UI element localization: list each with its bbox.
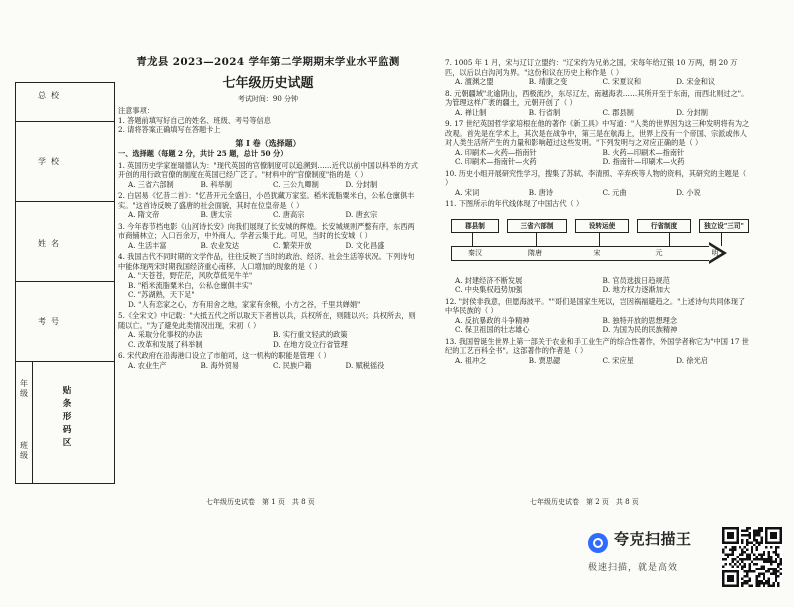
question-stem: 13. 我国曾诞生世界上第一部关于农业和手工业生产的综合性著作，外国学者称它为"中国 17 世纪的工艺百科全书"。这部著作的作者是（ ） — [445, 336, 749, 355]
question — [445, 199, 750, 273]
question-stem: 8. 元朝疆域"北逾阴山，西极流沙，东尽辽左，南越海表……其所开至于东南，而西北则过之"。为管理这样广袤的疆土，元朝开创了（ ） — [445, 88, 749, 107]
answer-option: A. 宋词 — [455, 187, 480, 197]
exam-title: 青龙县 2023—2024 学年第二学期期末学业水平监测 — [136, 56, 400, 68]
answer-options — [455, 316, 750, 335]
answer-option: D. 文化昌盛 — [345, 240, 385, 250]
answer-options — [455, 276, 750, 295]
answer-option: B. 农业发达 — [200, 240, 240, 250]
question-stem: 6. 宋代政府在沿海港口设立了市舶司，这一机构的职能是管理（ ） — [118, 351, 331, 361]
question-stem: 5.《全宋文》中记载："大抵五代之所以取天下者皆以兵，兵权所在，则随以兴；兵权所去，则随以亡。"为了避免此类情况出现，宋初（ ） — [118, 311, 416, 330]
strip-label-school: 学校 — [38, 157, 64, 166]
answer-options — [118, 271, 418, 309]
answer-option: D. 小说 — [676, 187, 701, 197]
answer-option: D. 地方权力逐渐加大 — [602, 285, 671, 294]
answer-options — [128, 210, 418, 220]
answer-option: D. 徐光启 — [676, 355, 708, 365]
answer-option: A. 禅让制 — [455, 107, 487, 117]
answer-option: C. 民族户籍 — [273, 360, 312, 370]
question — [118, 311, 418, 349]
answer-option: D. 唐玄宗 — [345, 210, 378, 220]
question-stem: 2. 白居易《忆昔二首》："忆昔开元全盛日，小邑犹藏万家室。稻米流脂粟米白，公私仓廪俱丰实。"这首诗反映了盛唐的社会面貌，其时在位皇帝是（ ） — [118, 191, 415, 210]
answer-option: B. 独特开放的思想理念 — [602, 315, 678, 325]
volume-heading: 第 I 卷（选择题） — [235, 137, 301, 148]
question — [118, 351, 418, 370]
question — [445, 58, 750, 87]
timeline-connector — [472, 232, 473, 246]
question-stem: 10. 历史小组开展研究性学习，搜集了苏轼、李清照、辛弃疾等人物的资料，其研究的主题是（ ） — [445, 168, 747, 187]
left-column — [118, 56, 418, 370]
answer-option: B. 靖康之变 — [528, 77, 568, 86]
timeline-system-box: 三省六部制 — [507, 219, 567, 233]
scanner-tagline: 极速扫描，就是高效 — [588, 563, 679, 573]
timeline-diagram — [451, 215, 744, 273]
answer-options — [455, 356, 750, 366]
answer-options — [455, 108, 750, 118]
timeline-system-box: 设转运使 — [575, 219, 629, 233]
question — [445, 119, 750, 167]
note-item: 2. 请将答案正确填写在答题卡上 — [118, 125, 221, 135]
question-stem: 1. 英国历史学家崔瑞德认为："现代英国的官僚制度可以追溯到……近代以前中国以科举的方式开创的用行政官僚的制度在英国已经广泛了。"材料中的"官僚制度"指的是（ ） — [118, 160, 418, 180]
answer-option: A. "天苍苍，野茫茫，风吹草低见牛羊" — [128, 271, 253, 281]
answer-option: D. 赋税徭役 — [345, 360, 385, 370]
strip-label-name: 姓名 — [38, 239, 64, 248]
note-item: 1. 答题前填写好自己的姓名、班级、考号等信息 — [118, 115, 271, 125]
answer-option: D. 分封制 — [345, 179, 378, 189]
timeline-system-box: 行省制度 — [637, 219, 691, 233]
answer-option: A. 三省六部制 — [128, 179, 174, 189]
answer-option: C. 保卫祖国的壮志雄心 — [455, 325, 530, 334]
timeline-connector — [536, 232, 537, 246]
answer-option: D. 在地方设立行省管理 — [273, 339, 348, 349]
answer-option: C. 印刷术—指南针—火药 — [455, 157, 537, 166]
answer-option: A. 澶渊之盟 — [455, 77, 494, 86]
answer-options — [128, 330, 418, 349]
right-column — [445, 56, 750, 365]
question — [118, 252, 418, 309]
barcode-label: 贴条形码区 — [62, 386, 72, 448]
answer-option: A. 印刷术—火药—指南针 — [455, 147, 537, 157]
qr-code-icon — [722, 527, 782, 587]
answer-option: D. 指南针—印刷术—火药 — [602, 157, 685, 166]
question — [118, 222, 418, 251]
answer-option: A. 封建经济不断发展 — [455, 275, 523, 285]
answer-option: B. 实行重文轻武的政策 — [273, 330, 348, 340]
answer-options — [455, 188, 750, 198]
timeline-era-label: 明 — [711, 248, 719, 257]
answer-option: B. 贾思勰 — [528, 355, 561, 365]
answer-option: D. 为国为民的民族精神 — [602, 325, 678, 334]
answer-options — [128, 361, 418, 371]
question-stem: 3. 今年春节档电影《山河诗长安》向我们展现了长安城的辉煌。长安城规则严整有序，东西两市商铺林立；入口百余万，中外商人、学者云集于此。可见，当时的长安城（ ） — [118, 221, 415, 241]
binding-strip — [15, 82, 115, 484]
strip-row-exam-no — [16, 281, 114, 362]
timeline-system-box: 郡县制 — [451, 219, 499, 233]
timeline-era-label: 宋 — [593, 248, 601, 257]
question — [445, 297, 750, 335]
strip-label-grade: 年级 — [20, 379, 28, 398]
question — [445, 89, 750, 118]
answer-option: A. 反抗暴政的斗争精神 — [455, 315, 530, 325]
strip-row-school — [16, 121, 114, 202]
answer-option: C. 三公九卿制 — [273, 179, 319, 189]
scanner-logo-icon — [588, 533, 608, 553]
answer-option: C. 唐高宗 — [273, 210, 305, 220]
question — [445, 169, 750, 198]
question-stem: 11. 下图所示的年代线体现了中国古代（ ） — [445, 199, 584, 208]
answer-option: B. 官员选拔日趋规范 — [602, 275, 670, 285]
question-stem: 9. 17 世纪英国哲学家培根在他的著作《新工具》中写道："人类的世界因为这三种发明将有为之改观。首先是在学术上，其次是在战争中，第三是在航海上，世界上没有一个帝国、宗派或伟人对人类生活所产生的力量和影响超过这些发明。"下列发明与之对应正确的是（ ） — [445, 119, 750, 147]
answer-option: D. "人有恋家之心，方有用舍之地，家家有余粮，小方之谷，千里共婵娟" — [128, 299, 361, 309]
strip-label-class: 班级 — [20, 441, 28, 460]
question-list-left — [118, 161, 418, 371]
answer-options — [455, 77, 750, 87]
answer-option: A. 农业生产 — [128, 360, 167, 370]
timeline-era-label: 隋唐 — [528, 248, 542, 257]
barcode-area — [16, 361, 114, 483]
answer-option: C. 繁荣开放 — [273, 240, 312, 250]
answer-option: A. 生活丰富 — [128, 240, 167, 250]
answer-options — [455, 148, 750, 167]
answer-option: C. 改革和发展了科举制 — [128, 339, 203, 349]
answer-option: C. 宋夏议和 — [602, 77, 642, 86]
question-stem: 12. "封侯非我意，但愿海波平。""哥们是国家生死以，岂因祸福避趋之。"上述诗句共同体现了中华民族的（ ） — [445, 296, 746, 315]
answer-option: C. 郡县制 — [602, 107, 634, 117]
strip-row-major-school — [16, 83, 114, 122]
answer-option: A. 隋文帝 — [128, 210, 160, 220]
answer-option: D. 宋金和议 — [676, 77, 716, 86]
answer-option: D. 分封制 — [676, 107, 708, 117]
footer-right: 七年级历史试卷 第 2 页 共 8 页 — [530, 498, 639, 506]
footer-left: 七年级历史试卷 第 1 页 共 8 页 — [206, 498, 315, 506]
strip-label-major-school: 总校 — [38, 91, 64, 100]
answer-option: C. "苏湖熟，天下足" — [128, 290, 195, 300]
timeline-era-label: 元 — [655, 248, 663, 257]
answer-option: B. 唐太宗 — [200, 210, 232, 220]
exam-time: 考试时间：90 分钟 — [237, 94, 299, 103]
scanner-name: 夸克扫描王 — [614, 530, 692, 548]
question — [118, 191, 418, 220]
question-stem: 7. 1005 年 1 月，宋与辽订立盟约："辽宋约为兄弟之国，宋每年给辽银 10 万两，绢 20 万匹，以后以白沟河为界。"这份和议在历史上称作是（ ） — [445, 58, 738, 77]
strip-label-exam-no: 考号 — [38, 317, 64, 326]
exam-subtitle: 七年级历史试题 — [222, 75, 314, 91]
answer-option: B. 火药—印刷术—指南针 — [602, 147, 685, 157]
question-list-right — [445, 58, 750, 365]
answer-option: C. 中央集权趋势加强 — [455, 285, 523, 294]
answer-option: C. 元曲 — [602, 187, 627, 197]
question — [445, 276, 750, 295]
answer-option: A. 祖冲之 — [455, 355, 487, 365]
answer-option: B. 行省制 — [528, 107, 561, 117]
answer-option: C. 宋应星 — [602, 355, 634, 365]
timeline-era-label: 秦汉 — [468, 248, 482, 257]
strip-row-name — [16, 201, 114, 282]
question — [445, 337, 750, 366]
timeline-system-box: 独立设"三司" — [699, 219, 749, 233]
answer-option: B. "稻米流脂粟米白，公私仓廪俱丰实" — [128, 280, 253, 290]
question-stem: 4. 我国古代不同时期的文学作品，往往反映了当时的政治、经济、社会生活等状况。下列诗句中能体现两宋时期我国经济重心南移、人口增加的现象的是（ ） — [118, 252, 415, 271]
section-heading: 一、选择题（每题 2 分，共计 25 题，总计 50 分） — [118, 149, 288, 159]
answer-option: B. 海外贸易 — [200, 360, 240, 370]
notes-block — [118, 106, 418, 135]
answer-options — [128, 241, 418, 251]
question — [118, 161, 418, 190]
answer-option: B. 唐诗 — [528, 187, 553, 197]
notes-heading: 注意事项： — [118, 106, 154, 116]
answer-option: B. 科举制 — [200, 179, 232, 189]
scanner-watermark — [578, 521, 788, 603]
timeline-connector — [599, 232, 600, 246]
answer-options — [128, 180, 418, 190]
timeline-connector — [669, 232, 670, 246]
answer-option: A. 采取分化事权的办法 — [128, 330, 203, 340]
